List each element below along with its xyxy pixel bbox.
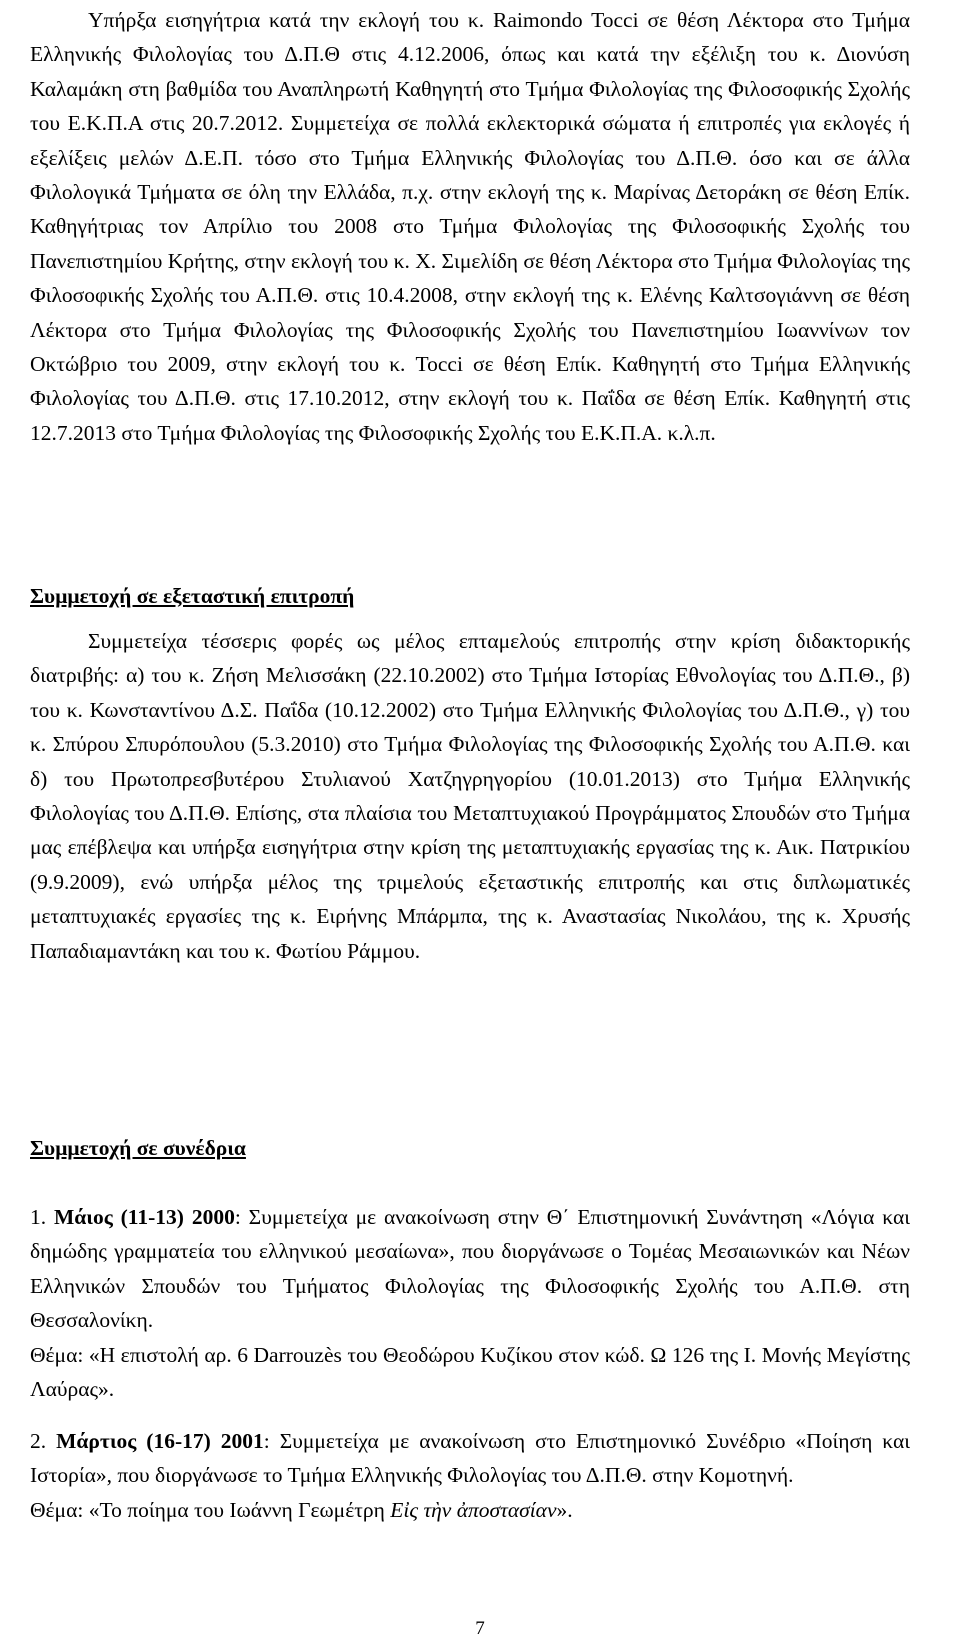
conferences-heading: Συμμετοχή σε συνέδρια: [30, 1136, 246, 1160]
conference-number: 2.: [30, 1429, 57, 1453]
intro-paragraph: Υπήρξα εισηγήτρια κατά την εκλογή του κ. Raimondo Tocci σε θέση Λέκτορα στο Τμήμα Ελληνικής Φιλολογίας του Δ.Π.Θ στις 4.12.2006, όπως και κατά την εξέλιξη του κ. Διονύση Καλαμάκη στη βαθμίδα του Αναπληρωτή Καθηγητή στο Τμήμα Φιλολογίας της Φιλοσοφικής Σχολής του Ε.Κ.Π.Α στις 20.7.2012. Συμμετείχα σε πολλά εκλεκτορικά σώματα ή επιτροπές για εκλογές ή εξελίξεις μελών Δ.Ε.Π. τόσο στο Τμήμα Ελληνικής Φιλολογίας του Δ.Π.Θ. όσο και σε άλλα Φιλολογικά Τμήματα σε όλη την Ελλάδα, π.χ. στην εκλογή της κ. Μαρίνας Δετοράκη σε θέση Επίκ. Καθηγήτριας τον Απρίλιο του 2008 στο Τμήμα Φιλολογίας της Φιλοσοφικής Σχολής του Πανεπιστημίου Κρήτης, στην εκλογή του κ. Χ. Σιμελίδη σε θέση Λέκτορα στο Τμήμα Φιλολογίας της Φιλοσοφικής Σχολής του Α.Π.Θ. στις 10.4.2008, στην εκλογή της κ. Ελένης Καλτσογιάννη σε θέση Λέκτορα στο Τμήμα Φιλολογίας της Φιλοσοφικής Σχολής του Πανεπιστημίου Ιωαννίνων τον Οκτώβριο του 2009, στην εκλογή του κ. Tocci σε θέση Επίκ. Καθηγητή στο Τμήμα Ελληνικής Φιλολογίας του Δ.Π.Θ. στις 17.10.2012, στην εκλογή του κ. Παΐδα σε θέση Επίκ. Καθηγητή στις 12.7.2013 στο Τμήμα Φιλολογίας της Φιλοσοφικής Σχολής του Ε.Κ.Π.Α. κ.λ.π.: [30, 8, 910, 445]
page-number: 7: [475, 1618, 485, 1639]
committee-heading: Συμμετοχή σε εξεταστική επιτροπή: [30, 584, 355, 608]
conference-theme: Θέμα: «Η επιστολή αρ. 6 Darrouzès του Θεοδώρου Κυζίκου στον κώδ. Ω 126 της Ι. Μονής Μεγίστης Λαύρας».: [30, 1342, 910, 1402]
conference-entry-2-text: [30, 1424, 910, 1493]
conference-date: Μάρτιος (16-17) 2001: [56, 1429, 264, 1453]
conference-description: : Συμμετείχα με ανακοίνωση στην Θ΄ Επιστημονική Συνάντηση «Λόγια και δημώδης γραμματεία του ελληνικού μεσαίωνα», που διοργάνωσε ο Τομέας Μεσαιωνικών και Νέων Ελληνικών Σπουδών του Τμήματος Φιλολογίας της Φιλοσοφικής Σχολής του Α.Π.Θ. στη Θεσσαλονίκη.: [30, 1205, 911, 1333]
conference-theme-end: ».: [556, 1497, 573, 1522]
conference-description: : Συμμετείχα με ανακοίνωση στο Επιστημονικό Συνέδριο «Ποίηση και Ιστορία», που διοργάνωσε το Τμήμα Ελληνικής Φιλολογίας του Δ.Π.Θ. στην Κομοτηνή.: [30, 1429, 910, 1488]
committee-paragraph: Συμμετείχα τέσσερις φορές ως μέλος επταμελούς επιτροπής στην κρίση διδακτορικής διατριβής: α) του κ. Ζήση Μελισσάκη (22.10.2002) στο Τμήμα Ιστορίας Εθνολογίας του Δ.Π.Θ., β) του κ. Κωνσταντίνου Δ.Σ. Παΐδα (10.12.2002) στο Τμήμα Ελληνικής Φιλολογίας του Δ.Π.Θ., γ) του κ. Σπύρου Σπυρόπουλου (5.3.2010) στο Τμήμα Φιλολογίας της Φιλοσοφικής Σχολής του Α.Π.Θ. και δ) του Πρωτοπρεσβυτέρου Στυλιανού Χατζηγρηγορίου (10.01.2013) στο Τμήμα Ελληνικής Φιλολογίας του Δ.Π.Θ. Επίσης, στα πλαίσια του Μεταπτυχιακού Προγράμματος Σπουδών στο Τμήμα μας επέβλεψα και υπήρξα εισηγήτρια στην κρίση της μεταπτυχιακής εργασίας της κ. Αικ. Πατρικίου (9.9.2009), ενώ υπήρξα μέλος της τριμελούς εξεταστικής επιτροπής και στις διπλωματικές μεταπτυχιακές εργασίες της κ. Ειρήνης Μπάρμπα, της κ. Αναστασίας Νικολάου, της κ. Χρυσής Παπαδιαμαντάκη και του κ. Φωτίου Ράμμου.: [30, 629, 910, 963]
conference-entry-1: [30, 1200, 910, 1406]
conference-number: 1.: [30, 1205, 54, 1229]
conference-entry-1-theme: [30, 1338, 910, 1407]
conference-entry-2: [30, 1424, 910, 1527]
conference-entry-2-theme: [30, 1493, 910, 1527]
conference-date: Μάιος (11-13) 2000: [54, 1205, 235, 1229]
conference-theme: Θέμα: «Το ποίημα του Ιωάννη Γεωμέτρη: [30, 1497, 391, 1522]
conference-entry-1-text: [30, 1200, 910, 1338]
conference-theme-title: Εἰς τὴν ἀποστασίαν: [390, 1497, 557, 1522]
